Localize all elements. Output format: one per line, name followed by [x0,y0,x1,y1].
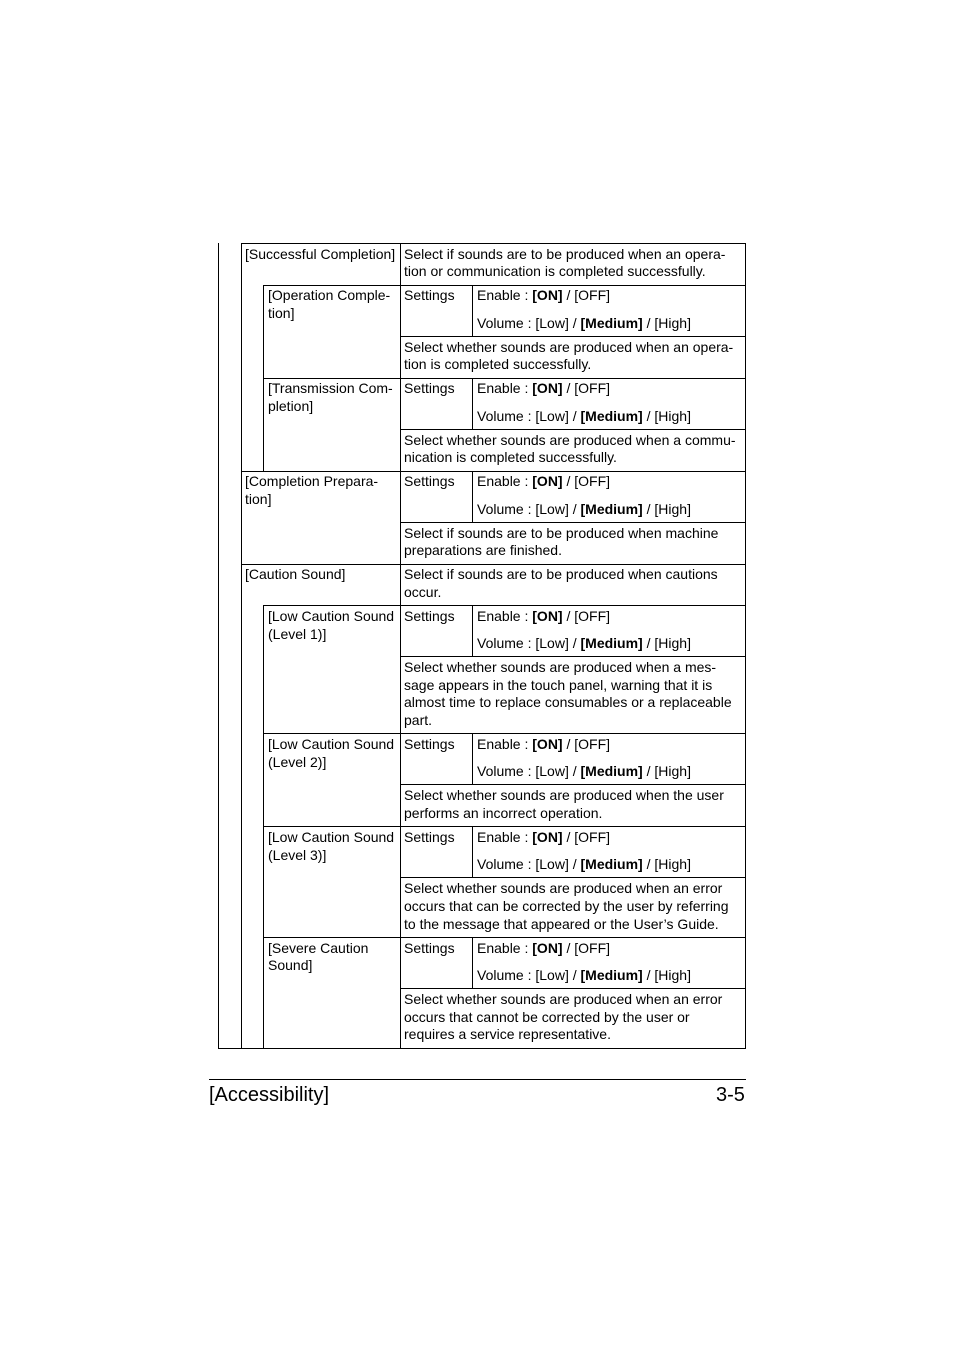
row-rule [263,937,746,938]
volume-option: Volume : [Low] / [Medium] / [High] [477,967,691,983]
setting-description: Select if sounds are to be produced when cautions [404,566,718,582]
row-rule [263,285,746,286]
setting-description: almost time to replace consumables or a replaceable [404,694,732,710]
row-rule [263,605,746,606]
outer-left-rule [218,243,219,1049]
table-left-border [241,243,242,1049]
setting-description: occurs that cannot be corrected by the user or [404,1009,690,1025]
setting-description: Select whether sounds are produced when an error [404,880,723,896]
settings-label: Settings [404,380,455,396]
setting-description: occurs that can be corrected by the user by referring [404,898,729,914]
setting-description: Select if sounds are to be produced when machine [404,525,719,541]
table-right-border [745,243,746,1049]
volume-option: Volume : [Low] / [Medium] / [High] [477,856,691,872]
row-rule [400,429,746,430]
row-rule [400,336,746,337]
setting-description: part. [404,712,433,728]
setting-description: Select whether sounds are produced when a commu- [404,432,736,448]
setting-description: requires a service representative. [404,1026,611,1042]
column-divider [400,243,401,1049]
setting-name: [Caution Sound] [245,566,346,582]
settings-label: Settings [404,736,455,752]
volume-option: Volume : [Low] / [Medium] / [High] [477,315,691,331]
setting-name: [Low Caution Sound [268,736,395,752]
row-rule [400,522,746,523]
setting-name: Sound] [268,957,313,973]
footer-page-number: 3-5 [716,1084,745,1106]
settings-label: Settings [404,940,455,956]
setting-description: performs an incorrect operation. [404,805,603,821]
setting-description: Select whether sounds are produced when the user [404,787,724,803]
row-rule [263,733,746,734]
settings-divider [472,826,473,877]
settings-divider [472,378,473,429]
setting-name: tion] [268,305,295,321]
setting-description: Select if sounds are to be produced when an opera- [404,246,726,262]
table-bottom-border [218,1048,746,1049]
row-rule [263,378,746,379]
enable-option: Enable : [ON] / [OFF] [477,380,611,396]
enable-option: Enable : [ON] / [OFF] [477,287,611,303]
setting-name: [Operation Comple- [268,287,391,303]
setting-name: [Successful Completion] [245,246,396,262]
settings-divider [472,937,473,988]
enable-option: Enable : [ON] / [OFF] [477,608,611,624]
settings-label: Settings [404,608,455,624]
setting-description: sage appears in the touch panel, warning that it is [404,677,713,693]
enable-option: Enable : [ON] / [OFF] [477,940,611,956]
volume-option: Volume : [Low] / [Medium] / [High] [477,635,691,651]
settings-divider [472,471,473,522]
setting-name: tion] [245,491,272,507]
setting-description: Select whether sounds are produced when a mes- [404,659,717,675]
volume-option: Volume : [Low] / [Medium] / [High] [477,501,691,517]
volume-option: Volume : [Low] / [Medium] / [High] [477,763,691,779]
volume-option: Volume : [Low] / [Medium] / [High] [477,408,691,424]
row-rule [241,564,746,565]
settings-divider [472,285,473,336]
setting-name: pletion] [268,398,314,414]
sub-indent-rule [263,605,264,1049]
setting-description: occur. [404,584,442,600]
setting-name: [Severe Caution [268,940,369,956]
settings-divider [472,605,473,656]
row-rule [400,877,746,878]
setting-description: to the message that appeared or the User’s Guide. [404,916,719,932]
row-rule [400,988,746,989]
settings-label: Settings [404,287,455,303]
footer-rule [209,1079,746,1080]
setting-name: (Level 3)] [268,847,327,863]
enable-option: Enable : [ON] / [OFF] [477,829,611,845]
table-top-border [241,243,746,244]
footer-section-title: [Accessibility] [209,1084,330,1106]
setting-description: preparations are finished. [404,542,562,558]
setting-name: [Low Caution Sound [268,829,395,845]
setting-name: (Level 1)] [268,626,327,642]
setting-name: [Completion Prepara- [245,473,379,489]
settings-divider [472,733,473,784]
settings-label: Settings [404,829,455,845]
enable-option: Enable : [ON] / [OFF] [477,736,611,752]
setting-description: tion or communication is completed successfully. [404,263,706,279]
setting-description: nication is completed successfully. [404,449,617,465]
row-rule [400,784,746,785]
row-rule [263,826,746,827]
setting-name: [Transmission Com- [268,380,393,396]
setting-description: tion is completed successfully. [404,356,592,372]
enable-option: Enable : [ON] / [OFF] [477,473,611,489]
row-rule [400,656,746,657]
setting-name: [Low Caution Sound [268,608,395,624]
row-rule [241,471,746,472]
setting-name: (Level 2)] [268,754,327,770]
settings-label: Settings [404,473,455,489]
setting-description: Select whether sounds are produced when an error [404,991,723,1007]
setting-description: Select whether sounds are produced when an opera- [404,339,734,355]
